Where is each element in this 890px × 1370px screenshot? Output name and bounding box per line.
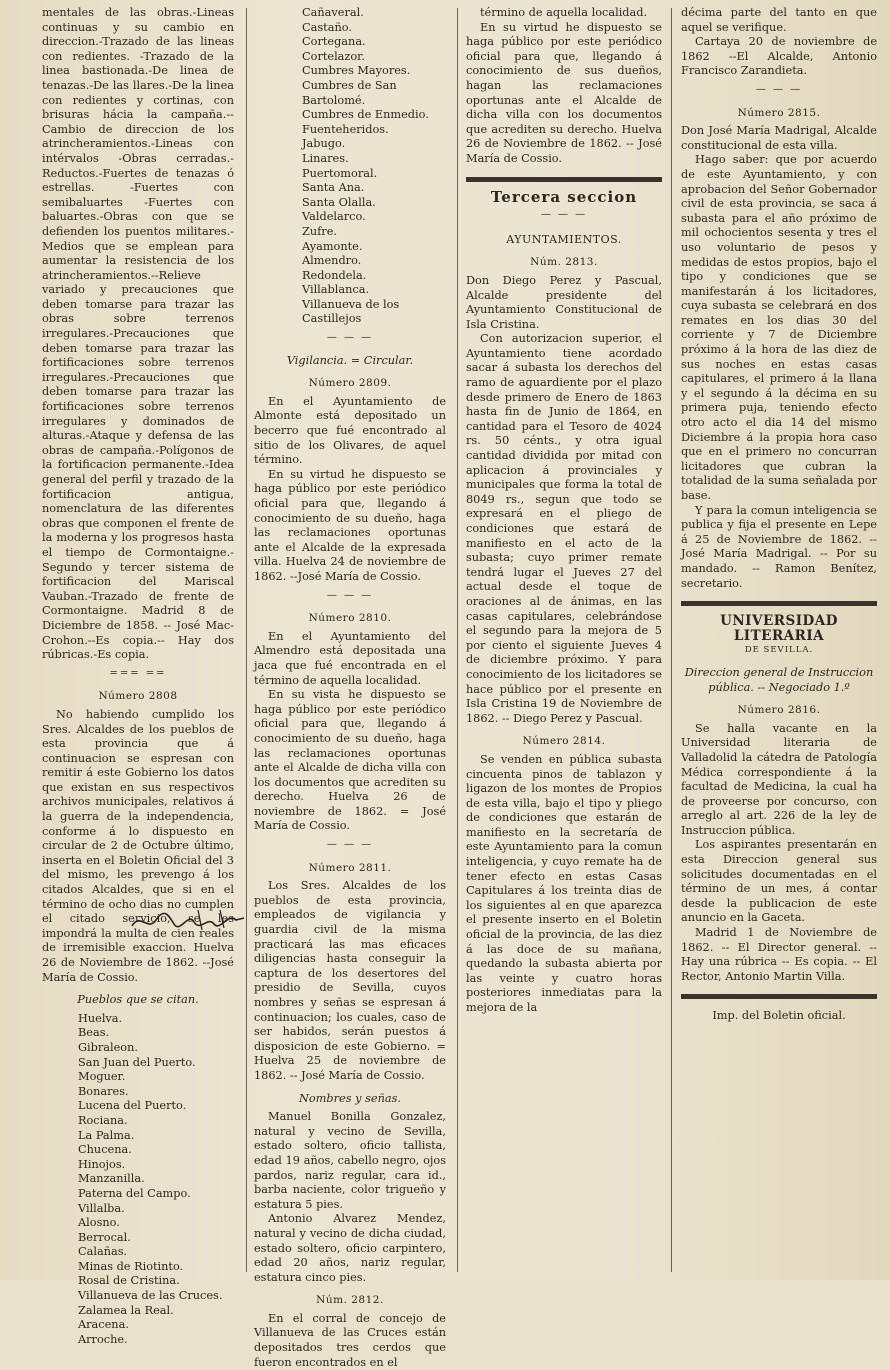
town-item: Valdelarco. xyxy=(302,210,366,224)
section-rule xyxy=(466,177,662,182)
section-rule xyxy=(681,601,877,606)
notice-body: Se halla vacante en la Universidad literaria de Valladolid la cátedra de Patología Médica correspondiente á la facultad de Medicina, la cual ha de proveerse por concurso, con arreglo al art. 226 de la ley de Instruccion pública. xyxy=(681,721,877,837)
notice-number: Núm. 2812. xyxy=(316,1294,384,1307)
town-item: Cumbres de Enmedio. xyxy=(302,108,429,122)
column-rule xyxy=(457,8,458,1272)
town-item: Rosal de Cristina. xyxy=(78,1274,180,1288)
notice-number: Número 2810. xyxy=(308,612,392,625)
town-item: Villanueva de las Cruces. xyxy=(78,1289,223,1303)
town-item: Huelva. xyxy=(78,1011,123,1025)
notice-number: Número 2814. xyxy=(522,735,606,748)
divider: — — — xyxy=(326,839,374,851)
town-item: Beas. xyxy=(78,1026,110,1040)
towns-list xyxy=(42,1012,234,1348)
notice-body: En su virtud he dispuesto se haga público por este periódico oficial para que, llegando á conocimiento de su dueño, haga las reclamaciones oportunas ante el Alcalde de la expresada villa. Huelva 24 de noviembre de 1862. --José María de Cossio. xyxy=(254,467,446,583)
town-item: Ayamonte. xyxy=(302,239,363,253)
town-item: Moguer. xyxy=(78,1070,126,1084)
notice-body: En el Ayuntamiento del Almendro está depositada una jaca que fué encontrada en el término de aquella localidad. xyxy=(254,629,446,687)
notice-body: En su vista he dispuesto se haga público por este periódico oficial para que, llegando á conocimiento de su dueño, haga las reclamaciones oportunas ante el Alcalde de dicha villa con los documentos que acrediten su derecho. Huelva 26 de noviembre de 1862. = José María de Cossio. xyxy=(254,688,446,833)
divider: — — — xyxy=(326,589,374,601)
notice-body: No habiendo cumplido los Sres. Alcaldes de los pueblos de esta provincia que á continuacion se espresan con remitir á este Gobierno los datos que existan en sus respectivos archivos municipales, relativos á la guerra de la independencia, conforme á lo dispuesto en circular de 2 de Octubre último, inserta en el Boletin Oficial del 3 del mismo, les prevengo á los citados Alcaldes, que si en el término de ocho dias no cumplen el citado servicio, se les impondrá la multa de cien reales de irremisible exaccion. Huelva 26 de Noviembre de 1862. --José María de Cossio. xyxy=(42,707,234,984)
notice-number: Número 2808 xyxy=(98,690,178,703)
town-item: Cortelazor. xyxy=(302,49,365,63)
notice-body: Cartaya 20 de noviembre de 1862 --El Alcalde, Antonio Francisco Zarandieta. xyxy=(681,35,877,78)
town-item: Berrocal. xyxy=(78,1230,131,1244)
printer-imprint: Imp. del Boletin oficial. xyxy=(712,1009,846,1023)
divider: — — — xyxy=(540,209,588,221)
notice-number: Número 2816. xyxy=(737,704,821,717)
town-item: Villanueva de los Castillejos xyxy=(302,297,400,326)
town-item: Bonares. xyxy=(78,1084,129,1098)
towns-list-continued xyxy=(254,6,446,327)
column-rule xyxy=(246,8,247,1272)
university-title: UNIVERSIDAD LITERARIA xyxy=(720,613,838,644)
town-item: Santa Olalla. xyxy=(302,195,376,209)
town-item: Santa Ana. xyxy=(302,181,365,195)
town-item: Alosno. xyxy=(78,1216,120,1230)
column-4 xyxy=(681,6,877,1274)
notice-body: Y para la comun inteligencia se publica y fija el presente en Lepe á 25 de Noviembre de 1862. -- José María Madrigal. -- Por su mandado. -- Ramon Benítez, secretario. xyxy=(681,503,877,590)
column-2 xyxy=(254,6,446,1369)
subsection-title: AYUNTAMIENTOS. xyxy=(506,232,622,246)
notice-number: Número 2811. xyxy=(308,861,392,874)
notice-body: En el corral de concejo de Villanueva de las Cruces están depositados tres cerdos que fueron encontrados en el xyxy=(254,1311,446,1369)
notice-body: Con autorizacion superior, el Ayuntamiento tiene acordado sacar á subasta los derechos del ramo de aguardiente por el plazo desde primero de Enero de 1863 hasta fin de Junio de 1864, en cantidad para el Tesoro de 4024 rs. 50 cénts., y otra igual cantidad dividida por mitad con aplicacion á provinciales y municipales que forma la total de 8049 rs., segun que todo se expresará en el pliego de condiciones que estará de manifiesto en el acto de la subasta; cuyo primer remate tendrá lugar el Jueves 27 del actual desde el toque de oraciones al de ánimas, en las casas capitulares, celebrándose el segundo para la mejora de 5 por ciento el siguiente Jueves 4 de diciembre próximo. Y para conocimiento de los licitadores se hace público por el presente en Isla Cristina 19 de Noviembre de 1862. -- Diego Perez y Pascual. xyxy=(466,332,662,725)
column-3 xyxy=(466,6,662,1274)
town-item: Chucena. xyxy=(78,1143,132,1157)
notice-number: Núm. 2813. xyxy=(530,256,598,269)
handwritten-signature xyxy=(128,906,248,934)
section-title: Tercera seccion xyxy=(490,187,638,206)
town-item: Cumbres Mayores. xyxy=(302,64,411,78)
town-item: Minas de Riotinto. xyxy=(78,1259,184,1273)
town-item: Arroche. xyxy=(78,1332,128,1346)
town-item: La Palma. xyxy=(78,1128,135,1142)
town-item: San Juan del Puerto. xyxy=(78,1055,196,1069)
section-heading: Nombres y señas. xyxy=(299,1091,401,1105)
town-item: Hinojos. xyxy=(78,1157,126,1171)
town-item: Rociana. xyxy=(78,1113,128,1127)
town-item: Calañas. xyxy=(78,1245,128,1259)
town-item: Cumbres de San Bartolomé. xyxy=(302,78,397,107)
town-item: Jabugo. xyxy=(302,137,346,151)
town-item: Gibraleon. xyxy=(78,1040,138,1054)
notice-header: Don José María Madrigal, Alcalde constitucional de esta villa. xyxy=(681,124,877,152)
notice-body: Madrid 1 de Noviembre de 1862. -- El Director general. -- Hay una rúbrica -- Es copia. -- El Rector, Antonio Martin Villa. xyxy=(681,926,877,983)
notice-body: Se venden en pública subasta cincuenta pinos de tablazon y ligazon de los montes de Propios de esta villa, bajo el tipo y pliego de condiciones que estarán de manifiesto en la secretaría de este Ayuntamiento para la comun inteligencia, y cuyo remate ha de tener efecto en estas Casas Capitulares á los treinta dias de los siguientes al en que aparezca el presente inserto en el Boletin oficial de la provincia, de las diez á las doce de su mañana, quedando la subasta abierta por las veinte y cuatro horas posteriores inmediatas para la mejora de la xyxy=(466,752,662,1014)
notice-body: décima parte del tanto en que aquel se verifique. xyxy=(681,6,877,34)
town-item: Redondela. xyxy=(302,268,367,282)
fortification-syllabus: mentales de las obras.-Lineas continuas y su cambio en direccion.-Trazado de las lineas con redientes. -Trazado de la linea bastionada.-De linea de tenazas.-De las llares.-De la linea con redientes y cortinas, con brisuras hácia la campaña.--Cambio de direccion de los atrincheramientos.-Lineas con intérvalos -Obras cerradas.-Reductos.-Fuertes de tenazas ó estrellas. -Fuertes con semibaluartes -Fuertes con baluartes.-Obras con que se defienden los puentos militares.-Medios que se emplean para aumentar la resistencia de los atrincheramientos.--Relieve variado y precauciones que deben tomarse para trazar las obras sobre terrenos irregulares.-Precauciones que deben tomarse para trazar las fortificaciones sobre terrenos irregulares.-Precauciones que deben tomarse para trazar las fortificaciones sobre terrenos irregulares y dominados de alturas.-Ataque y defensa de las obras de campaña.-Polígonos de la fortificacion permanente.-Idea general del perfil y trazado de la fortificacion antigua, nomenclatura de las diferentes obras que componen el frente de la moderna y los progresos hasta el tiempo de Cormontaigne.-Segundo y tercer sistema de fortificacion del Mariscal Vauban.-Trazado de frente de Cormontaigne. Madrid 8 de Diciembre de 1858. -- José Mac-Crohon.--Es copia.-- Hay dos rúbricas.-Es copia. xyxy=(42,6,234,662)
notice-body: En su virtud he dispuesto se haga público por este periódico oficial para que, llegando á conocimiento de sus dueños, hagan las reclamaciones oportunas ante el Alcalde de dicha villa con los documentos que acrediten su derecho. Huelva 26 de Noviembre de 1862. -- José María de Cossio. xyxy=(466,20,662,165)
town-item: Cañaveral. xyxy=(302,6,364,19)
town-item: Paterna del Campo. xyxy=(78,1186,191,1200)
notice-header: Don Diego Perez y Pascual, Alcalde presidente del Ayuntamiento Constitucional de Isla Cristina. xyxy=(466,273,662,331)
section-heading: Direccion general de Instruccion pública. -- Negociado 1.º xyxy=(684,665,874,694)
notice-body: Los aspirantes presentarán en esta Direccion general sus solicitudes documentadas en el término de un mes, á contar desde la publicacion de este anuncio en la Gaceta. xyxy=(681,838,877,925)
town-item: Zufre. xyxy=(302,224,337,238)
town-item: Villablanca. xyxy=(302,283,370,297)
town-item: Fuenteheridos. xyxy=(302,122,389,136)
towns-heading: Pueblos que se citan. xyxy=(77,993,199,1007)
notice-number: Número 2815. xyxy=(737,106,821,119)
town-item: Zalamea la Real. xyxy=(78,1303,174,1317)
column-rule xyxy=(671,8,672,1272)
town-item: Castaño. xyxy=(302,20,352,34)
town-item: Aracena. xyxy=(78,1318,129,1332)
town-item: Manzanilla. xyxy=(78,1172,145,1186)
university-subtitle: DE SEVILLA. xyxy=(744,645,814,656)
column-1 xyxy=(42,6,234,1346)
notice-number: Número 2809. xyxy=(308,377,392,390)
notice-body: término de aquella localidad. xyxy=(480,6,648,19)
town-item: Villalba. xyxy=(78,1201,125,1215)
section-heading: Vigilancia. = Circular. xyxy=(286,353,414,367)
town-item: Lucena del Puerto. xyxy=(78,1099,187,1113)
divider: — — — xyxy=(755,83,803,95)
town-item: Corteganа. xyxy=(302,35,366,49)
town-item: Puertomoral. xyxy=(302,166,378,180)
divider: === == xyxy=(109,667,167,679)
section-rule xyxy=(681,994,877,999)
deserter-description: Antonio Alvarez Mendez, natural y vecino de dicha ciudad, estado soltero, oficio carpintero, edad 20 años, nariz regular, estatura cinco pies. xyxy=(254,1212,446,1284)
notice-body: En el Ayuntamiento de Almonte está depositado un becerro que fué encontrado al sitio de los Olivares, de aquel término. xyxy=(254,394,446,467)
town-item: Almendro. xyxy=(302,254,362,268)
divider: — — — xyxy=(326,332,374,344)
notice-body: Hago saber: que por acuerdo de este Ayuntamiento, y con aprobacion del Señor Gobernador civil de esta provincia, se saca á subasta para el año próximo de mil ochocientos sesenta y tres el uso voluntario de pesos y medidas de estos propios, bajo el tipo y condiciones que se manifestarán á los licitadores, cuya subasta se celebrará en dos remates en los dias 30 del corriente y 7 de Diciembre próximo á la hora de las diez de sus noches en estas casas capitulares, el primero á la llana y el segundo á la décima en su primera puja, teniendo efecto otro acto el dia 14 del mismo Diciembre á la propia hora caso que en el primero no concurran licitadores que cubran la totalidad de la suma señalada por base. xyxy=(681,153,877,502)
deserter-description: Manuel Bonilla Gonzalez, natural y vecino de Sevilla, estado soltero, oficio tallista, edad 19 años, cabello negro, ojos pardos, nariz regular, cara id., barba naciente, color trigueño y estatura 5 pies. xyxy=(254,1110,446,1211)
notice-body: Los Sres. Alcaldes de los pueblos de esta provincia, empleados de vigilancia y guardia civil de la misma practicará las mas eficaces diligencias hasta conseguir la captura de los desertores del presidio de Sevilla, cuyos nombres y señas se espresan á continuacion; los cuales, caso de ser habidos, serán puestos á disposicion de este Gobierno. = Huelva 25 de noviembre de 1862. -- José María de Cossio. xyxy=(254,879,446,1082)
town-item: Linares. xyxy=(302,151,349,165)
